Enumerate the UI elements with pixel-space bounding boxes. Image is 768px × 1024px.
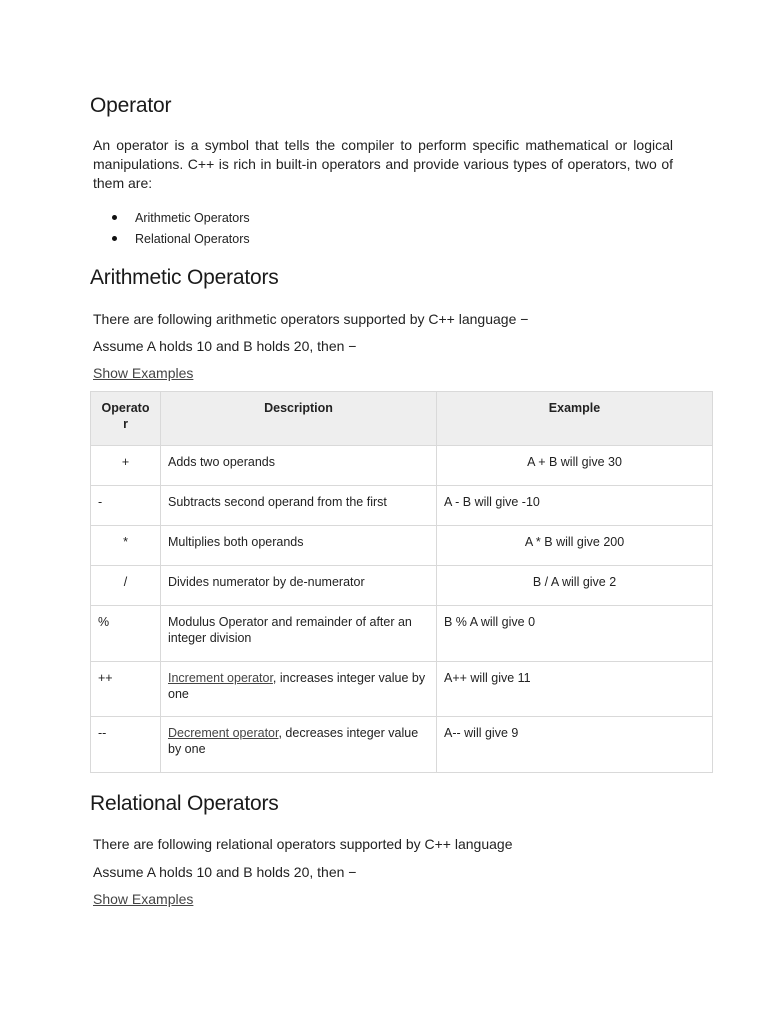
table-header-row xyxy=(91,392,713,446)
header-example: Example xyxy=(437,392,713,446)
description-cell xyxy=(161,662,437,717)
relational-line2: Assume A holds 10 and B holds 20, then − xyxy=(93,864,357,880)
operator-cell: + xyxy=(91,446,161,486)
table-row xyxy=(91,606,713,662)
example-cell: B / A will give 2 xyxy=(437,566,713,606)
description-cell xyxy=(161,717,437,773)
list-item xyxy=(112,208,250,229)
operator-cell: -- xyxy=(91,717,161,773)
example-cell: A + B will give 30 xyxy=(437,446,713,486)
table-row xyxy=(91,566,713,606)
operator-intro: An operator is a symbol that tells the compiler to perform specific mathematical or logical manipulations. C++ is rich in built-in operators and provide various types of operators, two of them are: xyxy=(93,137,673,191)
header-description: Description xyxy=(161,392,437,446)
description-text: , decreases integer value by one xyxy=(168,726,419,756)
list-item-label: Arithmetic Operators xyxy=(135,211,250,225)
list-item xyxy=(112,229,250,250)
example-cell: B % A will give 0 xyxy=(437,606,713,662)
operator-heading: Operator xyxy=(90,94,172,117)
show-examples-link[interactable]: Show Examples xyxy=(93,891,194,907)
increment-operator-link[interactable]: Increment operator xyxy=(168,671,273,685)
relational-heading: Relational Operators xyxy=(90,792,279,815)
table-row xyxy=(91,486,713,526)
description-cell: Multiplies both operands xyxy=(161,526,437,566)
arithmetic-heading: Arithmetic Operators xyxy=(90,266,279,289)
arithmetic-operators-table xyxy=(90,391,713,773)
description-cell: Adds two operands xyxy=(161,446,437,486)
operator-cell: % xyxy=(91,606,161,662)
table-row xyxy=(91,662,713,717)
description-cell: Subtracts second operand from the first xyxy=(161,486,437,526)
operator-types-list xyxy=(112,208,250,250)
arithmetic-line2: Assume A holds 10 and B holds 20, then − xyxy=(93,338,357,354)
bullet-icon xyxy=(112,215,117,220)
operator-cell: / xyxy=(91,566,161,606)
example-cell: A - B will give -10 xyxy=(437,486,713,526)
show-examples-link[interactable]: Show Examples xyxy=(93,365,194,381)
header-operator: Operato r xyxy=(91,392,161,446)
table-row xyxy=(91,526,713,566)
arithmetic-line1: There are following arithmetic operators supported by C++ language − xyxy=(93,311,529,327)
list-item-label: Relational Operators xyxy=(135,232,250,246)
operator-cell: * xyxy=(91,526,161,566)
description-cell: Divides numerator by de-numerator xyxy=(161,566,437,606)
description-text: , increases integer value by one xyxy=(168,671,426,701)
description-cell: Modulus Operator and remainder of after an integer division xyxy=(161,606,437,662)
table-row xyxy=(91,446,713,486)
operator-cell: - xyxy=(91,486,161,526)
relational-line1: There are following relational operators supported by C++ language xyxy=(93,836,513,852)
operator-cell: ++ xyxy=(91,662,161,717)
example-cell: A-- will give 9 xyxy=(437,717,713,773)
bullet-icon xyxy=(112,236,117,241)
decrement-operator-link[interactable]: Decrement operator xyxy=(168,726,279,740)
table-row xyxy=(91,717,713,773)
example-cell: A++ will give 11 xyxy=(437,662,713,717)
example-cell: A * B will give 200 xyxy=(437,526,713,566)
